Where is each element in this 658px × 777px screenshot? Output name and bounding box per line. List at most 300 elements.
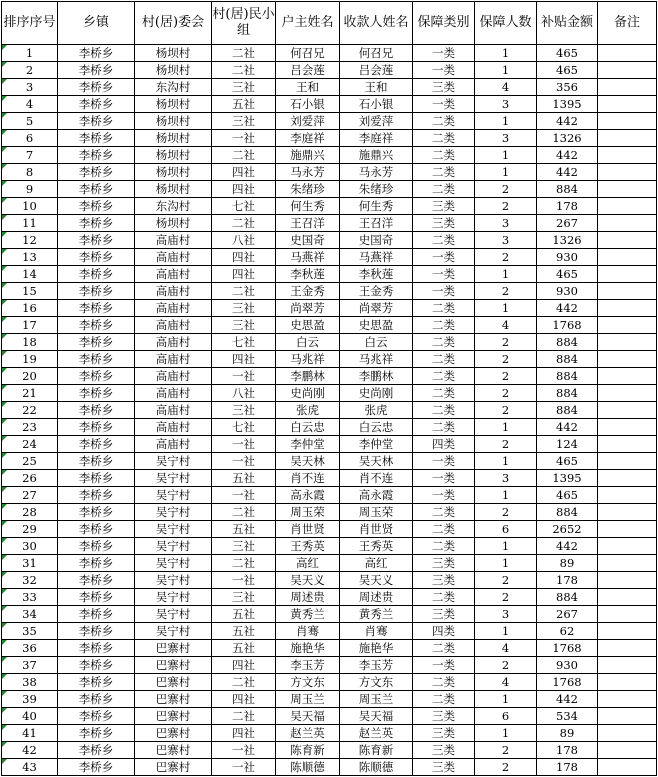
table-cell: 2652 [537, 521, 598, 538]
table-cell: 2 [475, 385, 537, 402]
table-cell: 赵兰英 [276, 725, 340, 742]
table-row [2, 317, 657, 334]
table-cell: 一类 [413, 453, 475, 470]
table-cell: 89 [537, 725, 598, 742]
table-cell: 四类 [413, 623, 475, 640]
table-cell: 七社 [212, 419, 276, 436]
table-cell [598, 470, 657, 487]
table-row [2, 300, 657, 317]
table-cell: 王召洋 [340, 215, 413, 232]
table-cell: 李桥乡 [58, 283, 135, 300]
table-cell: 李桥乡 [58, 334, 135, 351]
table-cell [598, 130, 657, 147]
table-cell: 一类 [413, 266, 475, 283]
table-row [2, 130, 657, 147]
table-cell: 2 [475, 334, 537, 351]
table-cell: 李桥乡 [58, 164, 135, 181]
table-cell: 方文东 [340, 674, 413, 691]
table-cell: 14 [2, 266, 58, 283]
table-cell: 442 [537, 113, 598, 130]
table-cell: 2 [475, 181, 537, 198]
table-row [2, 232, 657, 249]
table-cell: 33 [2, 589, 58, 606]
table-row [2, 419, 657, 436]
table-cell: 三类 [413, 79, 475, 96]
table-cell: 高庙村 [135, 419, 212, 436]
table-cell: 三类 [413, 606, 475, 623]
table-cell: 二社 [212, 708, 276, 725]
table-cell: 4 [475, 79, 537, 96]
table-cell: 30 [2, 538, 58, 555]
table-cell: 930 [537, 249, 598, 266]
table-row [2, 368, 657, 385]
table-cell [598, 640, 657, 657]
table-cell: 李桥乡 [58, 521, 135, 538]
table-cell: 杨坝村 [135, 130, 212, 147]
table-cell: 李桥乡 [58, 674, 135, 691]
table-cell: 四社 [212, 657, 276, 674]
table-cell: 1 [475, 419, 537, 436]
table-cell [598, 589, 657, 606]
table-cell: 20 [2, 368, 58, 385]
table-cell: 442 [537, 300, 598, 317]
table-cell: 五社 [212, 623, 276, 640]
table-cell: 21 [2, 385, 58, 402]
table-cell: 李桥乡 [58, 317, 135, 334]
table-cell: 124 [537, 436, 598, 453]
table-row [2, 436, 657, 453]
table-cell: 李桥乡 [58, 266, 135, 283]
table-cell: 2 [475, 436, 537, 453]
table-row [2, 606, 657, 623]
table-cell: 李桥乡 [58, 232, 135, 249]
table-row [2, 79, 657, 96]
table-cell: 884 [537, 504, 598, 521]
table-cell: 1 [475, 113, 537, 130]
table-cell [598, 572, 657, 589]
table-cell: 东沟村 [135, 79, 212, 96]
table-cell: 二类 [413, 521, 475, 538]
table-cell: 李桥乡 [58, 351, 135, 368]
table-cell: 二社 [212, 674, 276, 691]
table-row [2, 283, 657, 300]
table-cell: 442 [537, 691, 598, 708]
table-cell: 李桥乡 [58, 113, 135, 130]
table-cell: 465 [537, 45, 598, 62]
table-cell: 41 [2, 725, 58, 742]
table-cell: 巴寨村 [135, 725, 212, 742]
table-cell: 李秋莲 [276, 266, 340, 283]
table-cell: 白云忠 [276, 419, 340, 436]
table-cell: 高庙村 [135, 266, 212, 283]
table-cell: 16 [2, 300, 58, 317]
table-cell: 马永芳 [276, 164, 340, 181]
table-cell [598, 385, 657, 402]
table-cell: 一类 [413, 657, 475, 674]
table-cell: 二社 [212, 147, 276, 164]
table-cell: 李秋莲 [340, 266, 413, 283]
table-row [2, 351, 657, 368]
table-cell: 李桥乡 [58, 249, 135, 266]
table-cell: 884 [537, 351, 598, 368]
table-cell: 吴天福 [340, 708, 413, 725]
header-cell: 乡镇 [58, 2, 135, 45]
table-cell: 二社 [212, 45, 276, 62]
table-cell: 陈育新 [276, 742, 340, 759]
table-cell: 1 [475, 45, 537, 62]
table-cell: 三类 [413, 572, 475, 589]
table-cell: 八社 [212, 232, 276, 249]
table-cell: 1395 [537, 96, 598, 113]
table-cell: 四社 [212, 164, 276, 181]
table-cell: 马燕祥 [340, 249, 413, 266]
table-cell: 赵兰英 [340, 725, 413, 742]
table-cell: 五社 [212, 96, 276, 113]
table-cell [598, 402, 657, 419]
table-cell: 178 [537, 742, 598, 759]
table-cell: 李桥乡 [58, 368, 135, 385]
table-cell: 史尚刚 [340, 385, 413, 402]
table-cell: 高永霞 [276, 487, 340, 504]
table-cell: 王金秀 [340, 283, 413, 300]
table-cell [598, 147, 657, 164]
table-cell: 1 [475, 623, 537, 640]
table-row [2, 572, 657, 589]
table-cell: 一类 [413, 62, 475, 79]
header-cell: 备注 [598, 2, 657, 45]
table-cell: 二类 [413, 181, 475, 198]
table-cell: 1 [475, 266, 537, 283]
table-cell: 高庙村 [135, 385, 212, 402]
table-cell: 白云 [276, 334, 340, 351]
table-cell: 三社 [212, 538, 276, 555]
table-cell: 李桥乡 [58, 402, 135, 419]
table-cell: 7 [2, 147, 58, 164]
table-cell: 3 [475, 130, 537, 147]
table-cell: 三类 [413, 742, 475, 759]
table-cell: 三类 [413, 708, 475, 725]
table-cell: 吴宁村 [135, 589, 212, 606]
table-cell: 二类 [413, 351, 475, 368]
table-cell [598, 521, 657, 538]
table-cell: 李桥乡 [58, 147, 135, 164]
table-cell: 2 [475, 742, 537, 759]
table-cell: 19 [2, 351, 58, 368]
table-cell: 刘爱萍 [276, 113, 340, 130]
table-cell: 杨坝村 [135, 164, 212, 181]
table-row [2, 164, 657, 181]
table-cell: 五社 [212, 606, 276, 623]
table-cell [598, 555, 657, 572]
table-cell: 1 [475, 555, 537, 572]
table-cell: 二类 [413, 691, 475, 708]
table-cell: 何召兄 [340, 45, 413, 62]
table-cell [598, 215, 657, 232]
table-cell: 李鹏林 [276, 368, 340, 385]
table-cell: 施鼎兴 [340, 147, 413, 164]
table-cell: 2 [475, 589, 537, 606]
table-cell: 三类 [413, 555, 475, 572]
table-cell: 40 [2, 708, 58, 725]
table-cell: 李桥乡 [58, 759, 135, 776]
table-cell: 2 [475, 572, 537, 589]
table-cell: 一社 [212, 453, 276, 470]
table-cell: 1 [475, 453, 537, 470]
table-cell: 杨坝村 [135, 45, 212, 62]
table-cell [598, 266, 657, 283]
table-cell: 李桥乡 [58, 606, 135, 623]
table-cell: 李仲堂 [340, 436, 413, 453]
table-cell [598, 725, 657, 742]
table-cell: 李桥乡 [58, 181, 135, 198]
table-cell: 四社 [212, 351, 276, 368]
table-cell: 4 [2, 96, 58, 113]
header-cell: 保障类别 [413, 2, 475, 45]
table-cell [598, 96, 657, 113]
table-row [2, 215, 657, 232]
table-cell: 施鼎兴 [276, 147, 340, 164]
table-cell: 李桥乡 [58, 708, 135, 725]
table-cell: 39 [2, 691, 58, 708]
table-cell: 三类 [413, 725, 475, 742]
table-cell: 4 [475, 317, 537, 334]
table-cell: 442 [537, 147, 598, 164]
table-cell: 23 [2, 419, 58, 436]
table-cell: 李庭祥 [276, 130, 340, 147]
table-cell: 陈育新 [340, 742, 413, 759]
table-cell: 43 [2, 759, 58, 776]
table-cell: 二类 [413, 674, 475, 691]
table-cell: 26 [2, 470, 58, 487]
table-cell: 高庙村 [135, 232, 212, 249]
table-cell: 6 [475, 521, 537, 538]
table-cell: 方文东 [276, 674, 340, 691]
table-cell: 李玉芳 [276, 657, 340, 674]
table-cell: 3 [475, 232, 537, 249]
table-cell: 1 [475, 538, 537, 555]
table-cell [598, 232, 657, 249]
table-cell [598, 300, 657, 317]
table-cell: 6 [475, 708, 537, 725]
header-row [2, 2, 657, 45]
table-cell: 356 [537, 79, 598, 96]
table-cell [598, 62, 657, 79]
table-cell: 高庙村 [135, 283, 212, 300]
table-cell: 一社 [212, 368, 276, 385]
table-cell: 王召洋 [276, 215, 340, 232]
table-cell: 三社 [212, 113, 276, 130]
table-cell: 石小银 [340, 96, 413, 113]
table-cell: 周玉荣 [276, 504, 340, 521]
table-cell: 七社 [212, 334, 276, 351]
table-cell [598, 79, 657, 96]
header-cell: 村(居)民小组 [212, 2, 276, 45]
table-cell: 1768 [537, 317, 598, 334]
table-row [2, 674, 657, 691]
table-cell: 何生秀 [276, 198, 340, 215]
table-cell: 三社 [212, 402, 276, 419]
table-row [2, 198, 657, 215]
table-cell: 二类 [413, 640, 475, 657]
table-cell: 884 [537, 368, 598, 385]
table-cell: 李桥乡 [58, 742, 135, 759]
table-cell: 三社 [212, 79, 276, 96]
table-row [2, 538, 657, 555]
table-cell: 五社 [212, 470, 276, 487]
table-cell: 杨坝村 [135, 215, 212, 232]
table-cell: 1326 [537, 232, 598, 249]
table-row [2, 725, 657, 742]
table-cell [598, 334, 657, 351]
table-cell: 陈顺德 [276, 759, 340, 776]
table-cell: 884 [537, 589, 598, 606]
table-cell: 2 [475, 759, 537, 776]
table-row [2, 385, 657, 402]
table-cell: 李玉芳 [340, 657, 413, 674]
table-cell: 高庙村 [135, 334, 212, 351]
table-cell: 史尚刚 [276, 385, 340, 402]
table-cell: 一类 [413, 487, 475, 504]
table-row [2, 96, 657, 113]
table-cell: 高红 [340, 555, 413, 572]
table-cell: 35 [2, 623, 58, 640]
table-cell [598, 181, 657, 198]
table-row [2, 487, 657, 504]
table-cell: 2 [475, 351, 537, 368]
table-cell: 930 [537, 283, 598, 300]
header-cell: 村(居)委会 [135, 2, 212, 45]
table-cell: 李桥乡 [58, 300, 135, 317]
table-cell: 李桥乡 [58, 453, 135, 470]
table-cell: 李桥乡 [58, 589, 135, 606]
table-cell: 白云 [340, 334, 413, 351]
table-cell: 李桥乡 [58, 504, 135, 521]
table-cell: 李桥乡 [58, 130, 135, 147]
table-cell [598, 419, 657, 436]
table-cell: 884 [537, 385, 598, 402]
table-cell: 李桥乡 [58, 470, 135, 487]
table-row [2, 759, 657, 776]
table-body [2, 45, 657, 776]
table-cell: 1 [475, 147, 537, 164]
table-cell: 石小银 [276, 96, 340, 113]
table-cell: 高庙村 [135, 436, 212, 453]
table-cell: 史国奇 [340, 232, 413, 249]
table-cell: 李鹏林 [340, 368, 413, 385]
table-cell [598, 45, 657, 62]
table-cell: 12 [2, 232, 58, 249]
table-cell: 巴寨村 [135, 691, 212, 708]
table-cell: 高庙村 [135, 317, 212, 334]
table-cell: 吴宁村 [135, 487, 212, 504]
table-cell: 267 [537, 215, 598, 232]
table-cell: 肖骞 [340, 623, 413, 640]
table-cell: 1 [475, 691, 537, 708]
table-cell: 肖世贤 [340, 521, 413, 538]
table-cell: 4 [475, 640, 537, 657]
table-cell [598, 691, 657, 708]
table-row [2, 589, 657, 606]
table-cell: 周玉兰 [276, 691, 340, 708]
table-cell [598, 674, 657, 691]
table-cell: 李桥乡 [58, 385, 135, 402]
table-cell: 36 [2, 640, 58, 657]
table-cell: 二社 [212, 62, 276, 79]
table-row [2, 555, 657, 572]
table-cell: 八社 [212, 385, 276, 402]
table-cell: 李桥乡 [58, 79, 135, 96]
table-cell: 15 [2, 283, 58, 300]
table-cell: 吴宁村 [135, 538, 212, 555]
table-cell: 李仲堂 [276, 436, 340, 453]
table-cell: 三类 [413, 759, 475, 776]
table-cell: 朱绪珍 [276, 181, 340, 198]
table-cell: 李桥乡 [58, 62, 135, 79]
table-row [2, 504, 657, 521]
table-cell: 李桥乡 [58, 45, 135, 62]
table-cell: 2 [475, 249, 537, 266]
table-cell: 1 [475, 487, 537, 504]
table-cell: 2 [475, 368, 537, 385]
table-cell: 2 [475, 402, 537, 419]
table-cell: 吴天林 [340, 453, 413, 470]
table-cell: 一类 [413, 249, 475, 266]
table-cell: 四社 [212, 249, 276, 266]
table-cell: 二社 [212, 283, 276, 300]
table-cell: 22 [2, 402, 58, 419]
table-cell: 吴天义 [340, 572, 413, 589]
table-cell: 34 [2, 606, 58, 623]
table-cell: 史国奇 [276, 232, 340, 249]
table-cell: 3 [475, 606, 537, 623]
table-cell: 张虎 [340, 402, 413, 419]
table-cell: 二社 [212, 215, 276, 232]
table-cell [598, 351, 657, 368]
table-cell: 27 [2, 487, 58, 504]
table-cell: 李桥乡 [58, 215, 135, 232]
table-cell: 四类 [413, 436, 475, 453]
table-row [2, 62, 657, 79]
table-cell: 五社 [212, 521, 276, 538]
table-cell: 二类 [413, 368, 475, 385]
table-cell: 一社 [212, 572, 276, 589]
table-cell: 42 [2, 742, 58, 759]
table-cell [598, 249, 657, 266]
table-cell: 二类 [413, 402, 475, 419]
table-cell: 肖骞 [276, 623, 340, 640]
table-cell: 465 [537, 487, 598, 504]
table-cell [598, 453, 657, 470]
table-cell: 1768 [537, 674, 598, 691]
table-cell: 3 [475, 470, 537, 487]
header-cell: 收款人姓名 [340, 2, 413, 45]
table-cell: 吴天义 [276, 572, 340, 589]
table-row [2, 453, 657, 470]
table-row [2, 742, 657, 759]
table-cell: 二类 [413, 147, 475, 164]
table-cell: 31 [2, 555, 58, 572]
table-cell: 884 [537, 181, 598, 198]
table-cell: 黄秀兰 [340, 606, 413, 623]
table-cell: 马永芳 [340, 164, 413, 181]
table-cell: 32 [2, 572, 58, 589]
table-cell: 18 [2, 334, 58, 351]
table-cell: 10 [2, 198, 58, 215]
table-cell: 13 [2, 249, 58, 266]
table-cell: 七社 [212, 198, 276, 215]
table-cell: 马兆祥 [340, 351, 413, 368]
table-cell: 1768 [537, 640, 598, 657]
